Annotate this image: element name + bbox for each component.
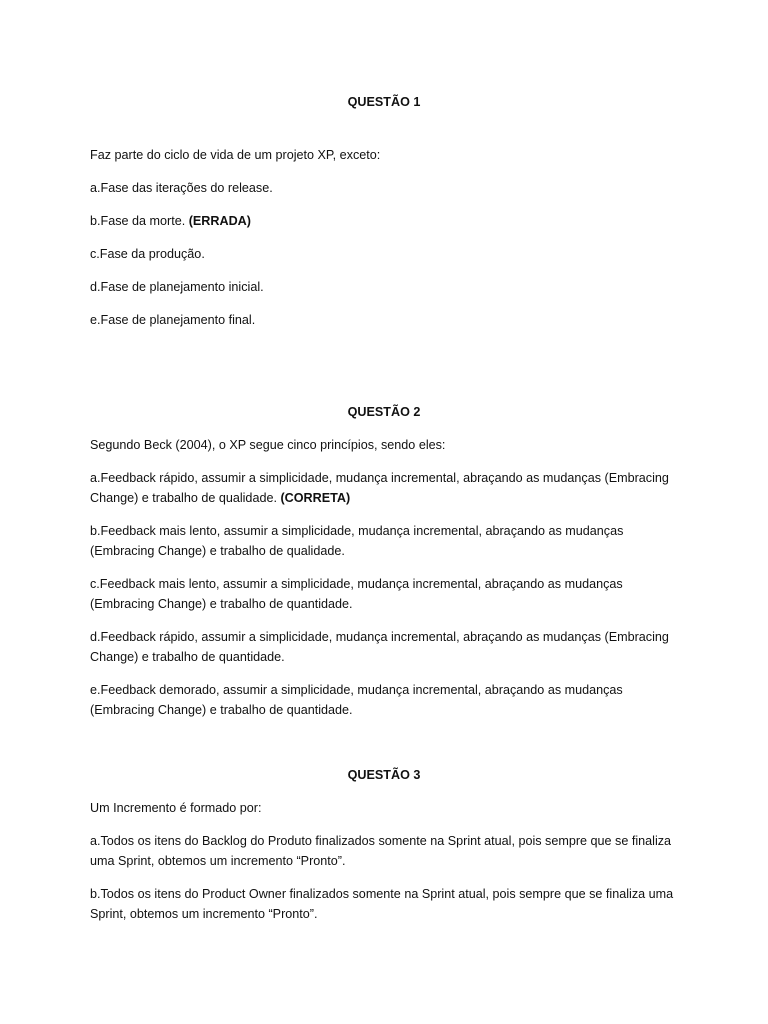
question-2-option-b <box>90 521 690 561</box>
question-2-option-a-text: Change) e trabalho de qualidade. <box>90 491 277 505</box>
question-1-option-a: a.Fase das iterações do release. <box>90 181 273 195</box>
question-2-option-d-line-1: d.Feedback rápido, assumir a simplicidade, mudança incremental, abraçando as mudanças (Embracing <box>90 630 669 644</box>
question-2-option-d-line-2: Change) e trabalho de quantidade. <box>90 650 285 664</box>
question-1-option-c: c.Fase da produção. <box>90 247 205 261</box>
question-1-title: QUESTÃO 1 <box>347 95 421 109</box>
question-3-option-a <box>90 831 690 871</box>
question-3-prompt: Um Incremento é formado por: <box>90 801 262 815</box>
question-2-prompt: Segundo Beck (2004), o XP segue cinco princípios, sendo eles: <box>90 438 446 452</box>
answer-mark-correct: (CORRETA) <box>280 491 351 505</box>
question-3-option-a-line-1: a.Todos os itens do Backlog do Produto finalizados somente na Sprint atual, pois sempre que se finaliza <box>90 834 672 848</box>
question-1-option-e: e.Fase de planejamento final. <box>90 313 256 327</box>
question-3-option-b-line-2: Sprint, obtemos um incremento “Pronto”. <box>90 907 318 921</box>
question-1-option-b <box>90 211 690 231</box>
question-3-option-b <box>90 884 690 924</box>
question-2-option-c <box>90 574 690 614</box>
question-2-option-a-line-2 <box>90 488 690 508</box>
question-2-option-c-line-1: c.Feedback mais lento, assumir a simplicidade, mudança incremental, abraçando as mudanças <box>90 577 623 591</box>
answer-mark-wrong: (ERRADA) <box>188 214 251 228</box>
question-1-prompt: Faz parte do ciclo de vida de um projeto XP, exceto: <box>90 148 381 162</box>
question-1-option-b-text: b.Fase da morte. <box>90 214 186 228</box>
question-2-option-a-line-1: a.Feedback rápido, assumir a simplicidade, mudança incremental, abraçando as mudanças (Embracing <box>90 471 669 485</box>
question-1-option-d: d.Fase de planejamento inicial. <box>90 280 264 294</box>
question-2-option-e-line-1: e.Feedback demorado, assumir a simplicidade, mudança incremental, abraçando as mudanças <box>90 683 623 697</box>
question-2-option-b-line-2: (Embracing Change) e trabalho de qualidade. <box>90 544 345 558</box>
question-2-option-c-line-2: (Embracing Change) e trabalho de quantidade. <box>90 597 353 611</box>
question-3-title: QUESTÃO 3 <box>347 768 421 782</box>
question-2-option-a <box>90 468 690 508</box>
question-3-option-a-line-2: uma Sprint, obtemos um incremento “Pronto”. <box>90 854 346 868</box>
question-2-option-e <box>90 680 690 720</box>
question-2-option-e-line-2: (Embracing Change) e trabalho de quantidade. <box>90 703 353 717</box>
question-2-option-d <box>90 627 690 667</box>
question-3-option-b-line-1: b.Todos os itens do Product Owner finalizados somente na Sprint atual, pois sempre que se finaliza uma <box>90 887 674 901</box>
question-2-title: QUESTÃO 2 <box>347 405 421 419</box>
question-2-option-b-line-1: b.Feedback mais lento, assumir a simplicidade, mudança incremental, abraçando as mudanças <box>90 524 624 538</box>
